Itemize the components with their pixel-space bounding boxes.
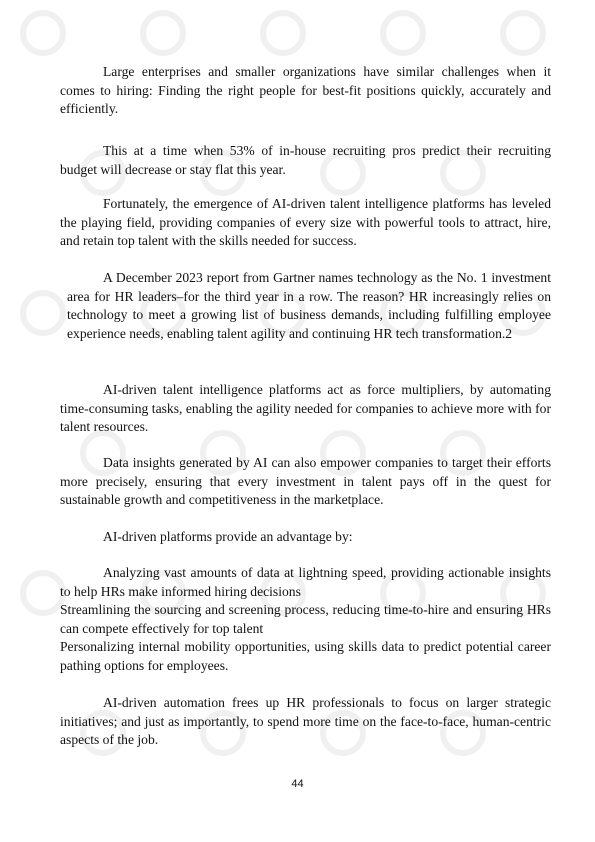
paragraph-hiring-challenges: Large enterprises and smaller organizations have similar challenges when it comes to hiring: Finding the right people for best-fit positions quickly, accurately and efficiently.	[60, 64, 551, 117]
paragraph-data-insights: Data insights generated by AI can also empower companies to target their efforts more precisely, ensuring that every investment in talent pays off in the quest for sustainable growth and competitiveness in the marketplace.	[60, 455, 551, 508]
list-item: Streamlining the sourcing and screening process, reducing time-to-hire and ensuring HRs can compete effectively for top talent	[60, 602, 551, 636]
paragraph-force-multipliers: AI-driven talent intelligence platforms act as force multipliers, by automating time-consuming tasks, enabling the agility needed for companies to achieve more with for talent resources.	[60, 382, 551, 435]
advantage-list	[60, 564, 551, 676]
page-number: 44	[291, 778, 304, 790]
paragraph-recruiting-budget: This at a time when 53% of in-house recruiting pros predict their recruiting budget will decrease or stay flat this year.	[60, 143, 551, 177]
list-item: Personalizing internal mobility opportunities, using skills data to predict potential career pathing options for employees.	[60, 639, 551, 673]
paragraph-ai-platforms: Fortunately, the emergence of AI-driven talent intelligence platforms has leveled the playing field, providing companies of every size with powerful tools to attract, hire, and retain top talent with the skills needed for success.	[60, 196, 551, 249]
paragraph-gartner-report: A December 2023 report from Gartner names technology as the No. 1 investment area for HR leaders–for the third year in a row. The reason? HR increasingly relies on technology to meet a growing list of business demands, including fulfilling employee experience needs, enabling talent agility and continuing HR tech transformation.2	[67, 270, 551, 341]
paragraph-advantage-intro: AI-driven platforms provide an advantage by:	[103, 529, 353, 544]
list-item: Analyzing vast amounts of data at lightning speed, providing actionable insights to help HRs make informed hiring decisions	[60, 565, 551, 599]
paragraph-automation: AI-driven automation frees up HR professionals to focus on larger strategic initiatives; and just as importantly, to spend more time on the face-to-face, human-centric aspects of the job.	[60, 695, 551, 748]
